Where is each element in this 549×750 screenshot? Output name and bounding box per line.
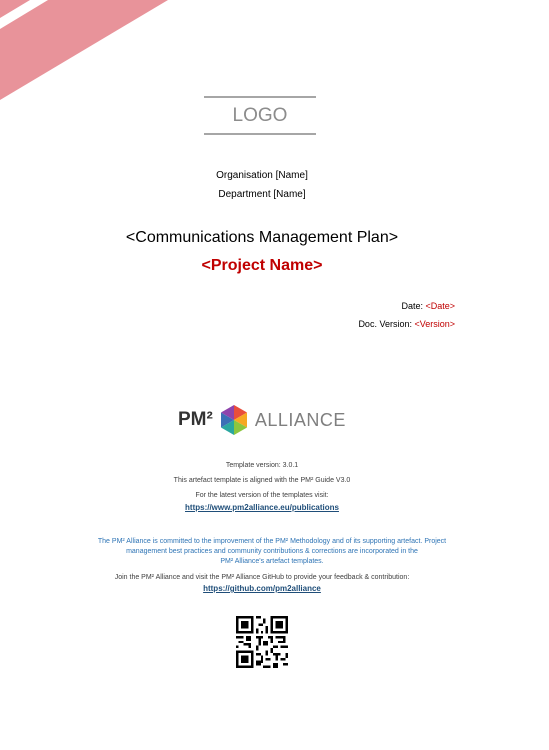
date-label: Date: [401, 301, 426, 311]
alliance-wordmark: ALLIANCE [254, 409, 346, 430]
logo-placeholder: LOGO [204, 96, 316, 135]
commitment-line-3: PM² Alliance's artefact templates. [220, 558, 324, 565]
date-line [401, 301, 455, 311]
version-label: Doc. Version: [358, 319, 415, 329]
guide-alignment-note: This artefact template is aligned with the PM² Guide V3.0 [173, 477, 351, 484]
github-link[interactable]: https://github.com/pm2alliance [203, 584, 321, 593]
qr-code-icon [236, 616, 288, 668]
template-version: Template version: 3.0.1 [225, 462, 299, 469]
department-name: Department [Name] [218, 189, 306, 200]
organisation-name: Organisation [Name] [216, 170, 308, 181]
join-text: Join the PM² Alliance and visit the PM² Alliance GitHub to provide your feedback & contribution: [114, 574, 410, 581]
commitment-line-1: The PM² Alliance is committed to the improvement of the PM² Methodology and of its supporting artefact. Project [97, 538, 447, 545]
hexagon-cube-icon [217, 403, 251, 437]
version-line [358, 319, 455, 329]
corner-decoration [0, 0, 200, 110]
date-value: <Date> [425, 301, 455, 311]
latest-version-note: For the latest version of the templates visit: [195, 492, 329, 499]
pm2-wordmark: PM² [178, 409, 213, 430]
project-name: <Project Name> [201, 257, 323, 274]
pm2-alliance-logo [178, 402, 346, 438]
document-title: <Communications Management Plan> [125, 229, 399, 246]
commitment-text [70, 537, 474, 567]
publications-link[interactable]: https://www.pm2alliance.eu/publications [185, 503, 339, 512]
version-value: <Version> [414, 319, 455, 329]
commitment-line-2: management best practices and community contributions & corrections are incorporated in the [126, 548, 418, 555]
